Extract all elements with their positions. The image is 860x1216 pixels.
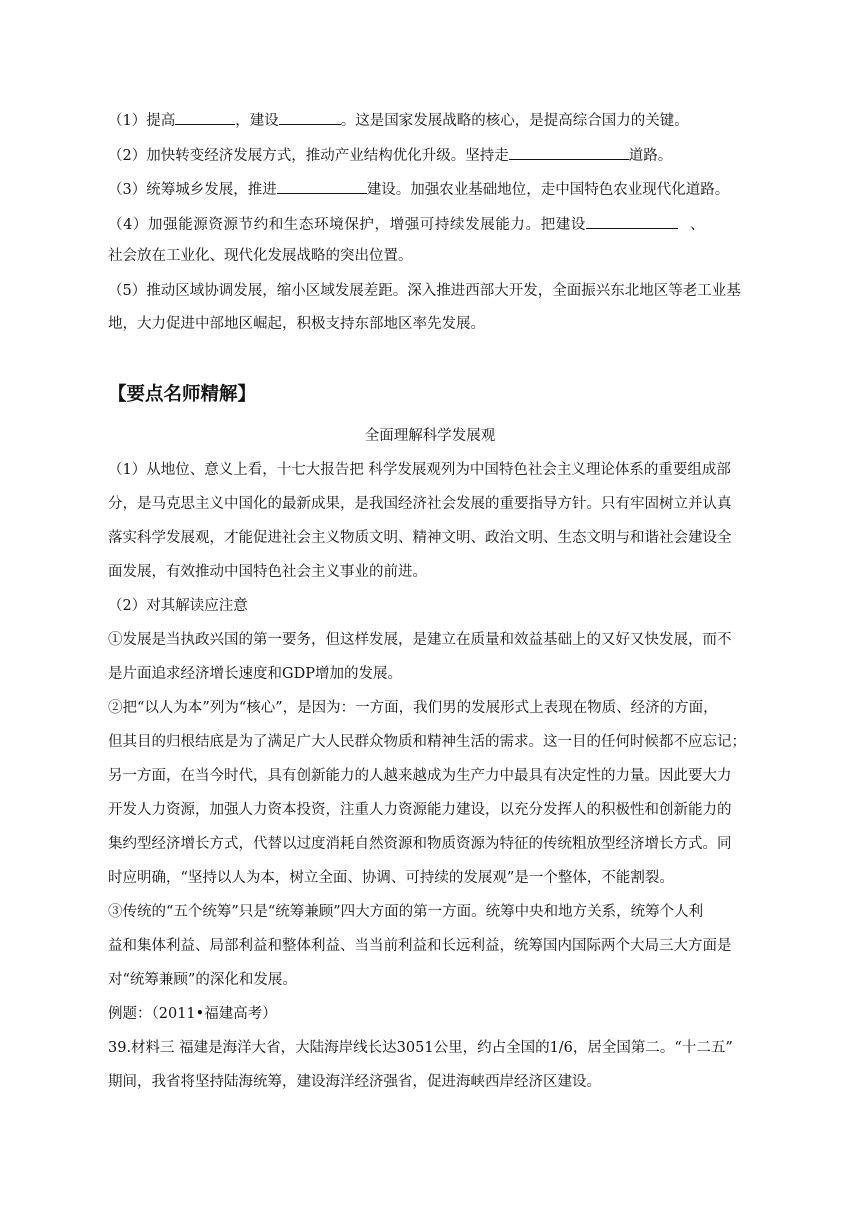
fill-item-5-line2: 地，大力促进中部地区崛起，积极支持东部地区率先发展。 (108, 316, 485, 332)
answer-blank[interactable] (509, 145, 629, 160)
fill-item-1-mid: ，建设 (235, 113, 279, 129)
fill-item-3-suffix: 建设。加强农业基础地位，走中国特色农业现代化道路。 (366, 182, 730, 198)
point-3-line: 益和集体利益、局部利益和整体利益、当当前利益和长远利益，统筹国内国际两个大局三大方面是 (108, 938, 732, 954)
fill-item-2-prefix: （2）加快转变经济发展方式，推动产业结构优化升级。坚持走 (108, 148, 509, 164)
example-label: 例题：（2011•福建高考） (108, 1006, 277, 1022)
fill-item-1-suffix: 。这是国家发展战略的核心，是提高综合国力的关键。 (340, 113, 689, 129)
answer-blank[interactable] (279, 110, 341, 125)
point-1-line: 是片面追求经济增长速度和GDP增加的发展。 (108, 666, 402, 682)
point-2-line: 时应明确，“坚持以人为本，树立全面、协调、可持续的发展观”是一个整体，不能割裂。 (108, 870, 674, 886)
fill-item-5-line1: （5）推动区域协调发展，缩小区域发展差距。深入推进西部大开发，全面振兴东北地区等老工业基 (108, 283, 741, 299)
answer-blank[interactable] (175, 110, 235, 125)
paragraph-1-line: 面发展，有效推动中国特色社会主义事业的前进。 (108, 564, 427, 580)
answer-blank[interactable] (277, 179, 367, 194)
fill-item-4-prefix: （4）加强能源资源节约和生态环境保护，增强可持续发展能力。把建设 (108, 217, 586, 233)
paragraph-1-line: 落实科学发展观，才能促进社会主义物质文明、精神文明、政治文明、生态文明与和谐社会建设全 (108, 530, 732, 546)
paragraph-1-line: （1）从地位、意义上看，十七大报告把 科学发展观列为中国特色社会主义理论体系的重要组成部 (108, 462, 731, 478)
fill-item-3 (108, 179, 729, 200)
point-2-line: 另一方面，在当今时代，具有创新能力的人越来越成为生产力中最具有决定性的力量。因此要大力 (108, 768, 732, 784)
fill-item-2-suffix: 道路。 (628, 148, 673, 164)
fill-item-3-prefix: （3）统筹城乡发展，推进 (108, 182, 277, 198)
fill-item-2 (108, 145, 672, 166)
point-3-line: 对“统筹兼顾”的深化和发展。 (108, 972, 297, 988)
point-1-line: ①发展是当执政兴国的第一要务，但这样发展，是建立在质量和效益基础上的又好又快发展，而不 (108, 632, 732, 648)
answer-blank[interactable] (586, 214, 678, 229)
point-2-line: 开发人力资源，加强人力资本投资，注重人力资源能力建设，以充分发挥人的积极性和创新能力的 (108, 802, 732, 818)
fill-item-4-line2: 社会放在工业化、现代化发展战略的突出位置。 (108, 248, 413, 264)
section-heading: 【要点名师精解】 (108, 384, 257, 405)
fill-item-1 (108, 110, 689, 131)
fill-item-4-suffix: 、 (689, 217, 706, 233)
paragraph-2-title: （2）对其解读应注意 (108, 598, 248, 614)
paragraph-1-line: 分，是马克思主义中国化的最新成果，是我国经济社会发展的重要指导方针。只有牢固树立并认真 (108, 496, 732, 512)
point-3-line: ③传统的“五个统筹”只是“统筹兼顾”四大方面的第一方面。统筹中央和地方关系，统筹个人利 (108, 904, 704, 920)
example-line: 39.材料三 福建是海洋大省，大陆海岸线长达3051公里，约占全国的1/6，居全国第二。“十二五” (108, 1040, 733, 1056)
fill-item-1-prefix: （1）提高 (108, 113, 176, 129)
point-2-line: 但其目的归根结底是为了满足广大人民群众物质和精神生活的需求。这一目的任何时候都不应忘记； (108, 734, 746, 750)
section-title: 全面理解科学发展观 (364, 428, 496, 444)
point-2-line: 集约型经济增长方式，代替以过度消耗自然资源和物质资源为特征的传统粗放型经济增长方式。同 (108, 836, 732, 852)
fill-item-4 (108, 214, 705, 235)
point-2-line: ②把“以人为本”列为“核心”，是因为：一方面，我们男的发展形式上表现在物质、经济的方面， (108, 700, 718, 716)
example-line: 期间，我省将坚持陆海统筹，建设海洋经济强省，促进海峡西岸经济区建设。 (108, 1074, 601, 1090)
